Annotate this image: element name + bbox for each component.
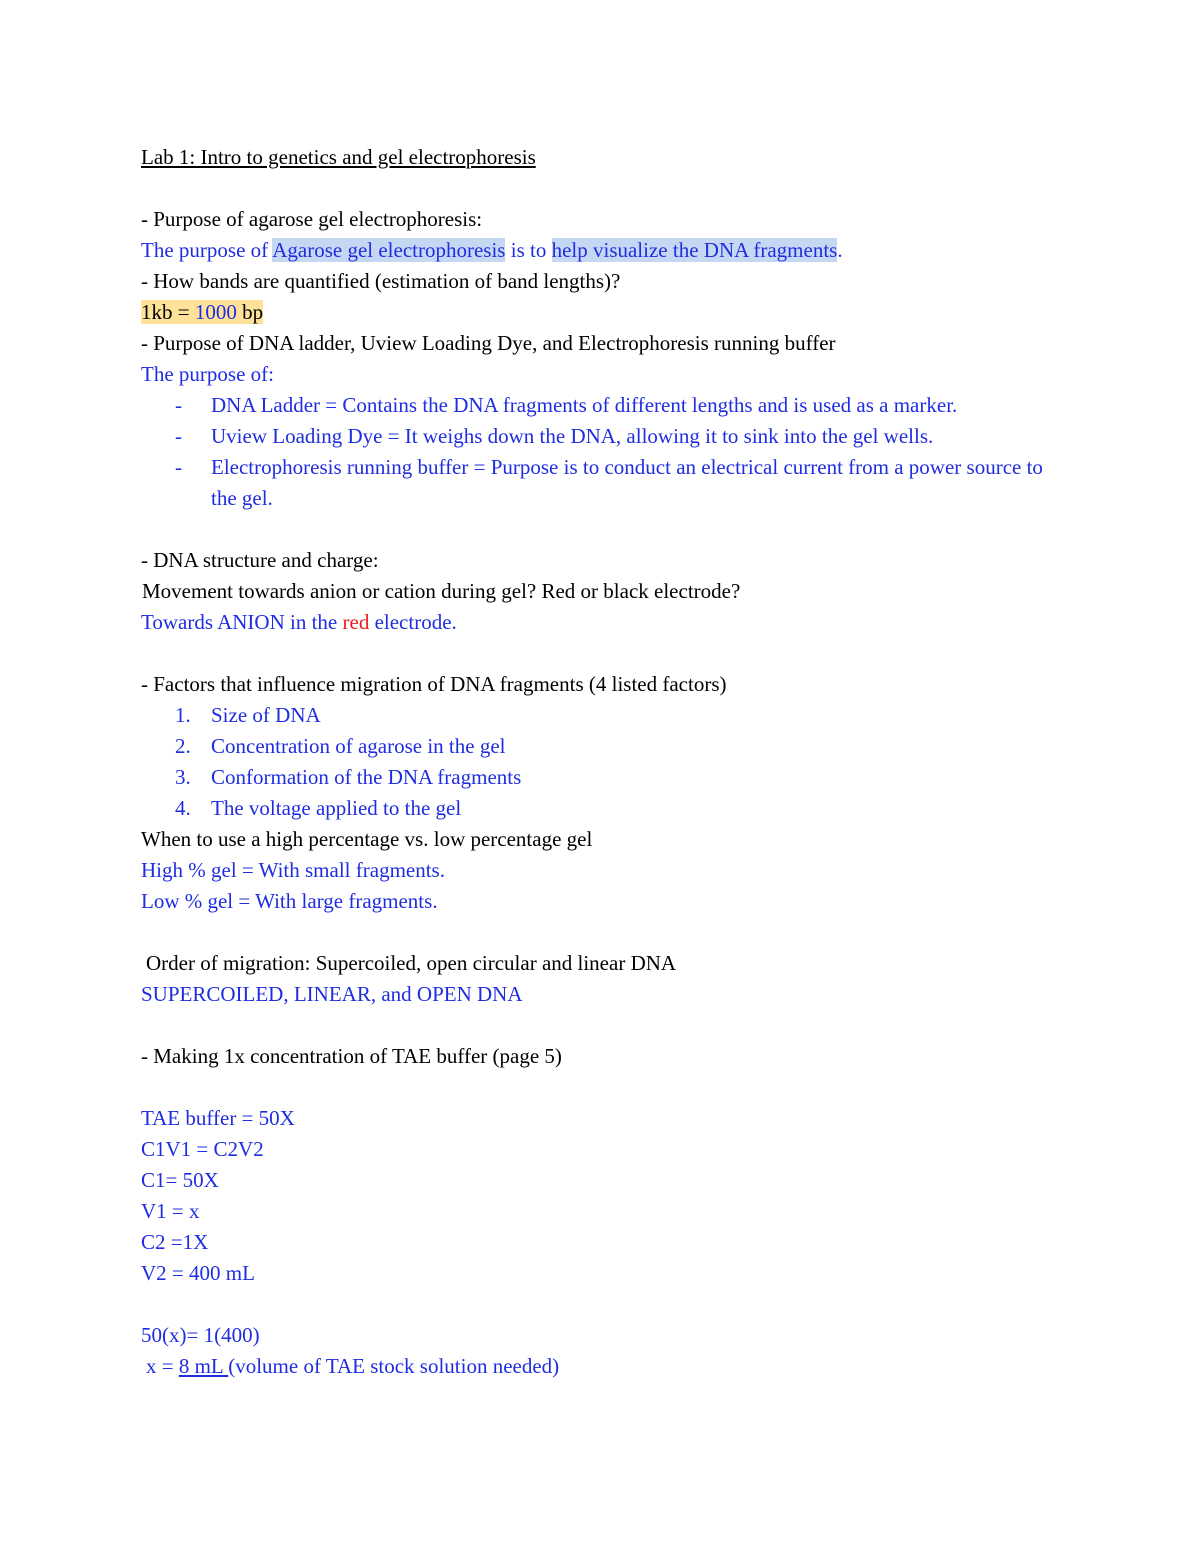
title-text: Lab 1: Intro to genetics and gel electrophoresis — [141, 145, 536, 169]
list-item — [141, 793, 1081, 824]
answer-text: . — [837, 238, 843, 262]
question-percentage: When to use a high percentage vs. low percentage gel — [141, 827, 593, 851]
spacer — [141, 917, 1081, 948]
answer-text: Towards ANION in the — [141, 610, 343, 634]
calc-text: x = — [146, 1354, 179, 1378]
list-item-text: Conformation of the DNA fragments — [211, 765, 522, 789]
list-item-text: Electrophoresis running buffer = Purpose is to conduct an electrical current from a power source to the gel. — [211, 455, 1043, 510]
spacer — [141, 173, 1081, 204]
spacer — [141, 1072, 1081, 1103]
question-factors: - Factors that influence migration of DNA fragments (4 listed factors) — [141, 672, 727, 696]
bullet-marker: - — [175, 393, 182, 417]
list-item-text: Uview Loading Dye = It weighs down the DNA, allowing it to sink into the gel wells. — [211, 424, 934, 448]
answer-text: is to — [505, 238, 552, 262]
question-ladder: - Purpose of DNA ladder, Uview Loading Dye, and Electrophoresis running buffer — [141, 331, 836, 355]
answer-value: 1000 — [194, 300, 237, 324]
answer-ladder-intro: The purpose of: — [141, 362, 274, 386]
document-title — [141, 142, 1081, 173]
calc-line: C1V1 = C2V2 — [141, 1137, 264, 1161]
answer-text: The purpose of — [141, 238, 273, 262]
question-purpose-agarose: - Purpose of agarose gel electrophoresis: — [141, 207, 483, 231]
answer-text: 1kb = — [141, 300, 195, 324]
list-item — [141, 762, 1081, 793]
highlighted-text: help visualize the DNA fragments — [551, 238, 838, 262]
list-item-text: The voltage applied to the gel — [211, 796, 462, 820]
calc-line: C2 =1X — [141, 1230, 209, 1254]
document-page — [141, 142, 1081, 1382]
question-movement: Movement towards anion or cation during gel? Red or black electrode? — [142, 579, 741, 603]
list-item-text: Size of DNA — [211, 703, 321, 727]
answer-order: SUPERCOILED, LINEAR, and OPEN DNA — [141, 982, 523, 1006]
spacer — [141, 1010, 1081, 1041]
calc-line: V1 = x — [141, 1199, 200, 1223]
calc-line: 50(x)= 1(400) — [141, 1323, 260, 1347]
spacer — [141, 1289, 1081, 1320]
list-item-text: Concentration of agarose in the gel — [211, 734, 506, 758]
calc-line: V2 = 400 mL — [141, 1261, 255, 1285]
answer-movement — [141, 607, 1081, 638]
number-marker: 2. — [175, 734, 191, 758]
highlighted-text — [141, 300, 263, 324]
number-marker: 3. — [175, 765, 191, 789]
calc-text: (volume of TAE stock solution needed) — [228, 1354, 560, 1378]
answer-bands — [141, 297, 1081, 328]
spacer — [141, 638, 1081, 669]
question-order: Order of migration: Supercoiled, open circular and linear DNA — [146, 951, 677, 975]
answer-purpose-agarose — [141, 235, 1081, 266]
number-marker: 1. — [175, 703, 191, 727]
calc-answer-value: 8 mL — [178, 1354, 229, 1378]
list-item — [141, 700, 1081, 731]
list-item — [141, 452, 1061, 514]
question-structure: - DNA structure and charge: — [141, 548, 379, 572]
number-marker: 4. — [175, 796, 191, 820]
answer-text: bp — [236, 300, 264, 324]
answer-high-percentage: High % gel = With small fragments. — [141, 858, 445, 882]
question-tae: - Making 1x concentration of TAE buffer (page 5) — [141, 1044, 562, 1068]
bullet-marker: - — [175, 455, 182, 479]
list-item — [141, 731, 1081, 762]
answer-text: electrode. — [369, 610, 457, 634]
highlighted-text: Agarose gel electrophoresis — [272, 238, 506, 262]
red-text: red — [342, 610, 370, 634]
list-item — [141, 421, 1081, 452]
answer-low-percentage: Low % gel = With large fragments. — [141, 889, 438, 913]
list-item — [141, 390, 1081, 421]
spacer — [141, 514, 1081, 545]
calc-result — [141, 1351, 1081, 1382]
bullet-marker: - — [175, 424, 182, 448]
question-bands: - How bands are quantified (estimation of band lengths)? — [141, 269, 621, 293]
list-item-text: DNA Ladder = Contains the DNA fragments of different lengths and is used as a marker. — [211, 393, 958, 417]
calc-line: C1= 50X — [141, 1168, 219, 1192]
calc-line: TAE buffer = 50X — [141, 1106, 295, 1130]
